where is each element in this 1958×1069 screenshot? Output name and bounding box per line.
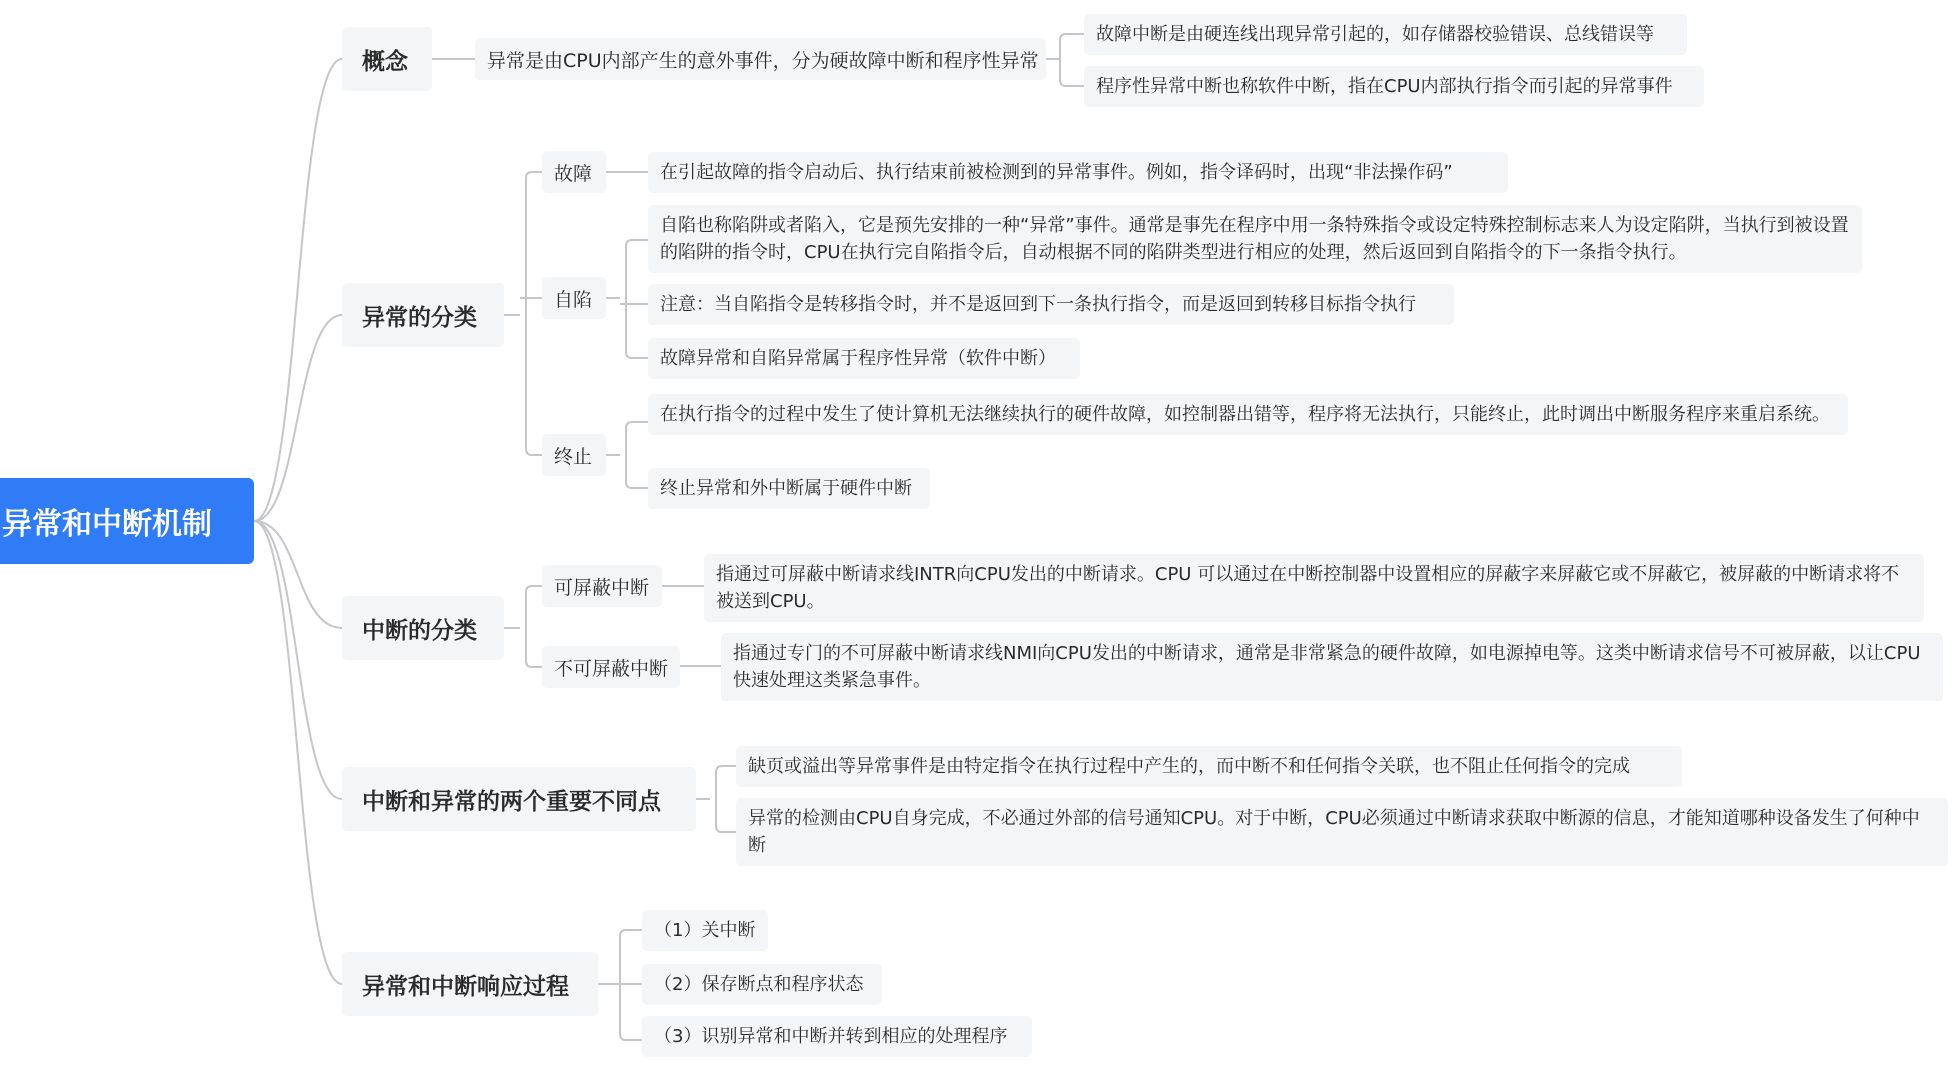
maskable-leaf-description[interactable]: 指通过可屏蔽中断请求线INTR向CPU发出的中断请求。CPU 可以通过在中断控制器中设置相应的屏蔽字来屏蔽它或不屏蔽它，被屏蔽的中断请求将不被送到CPU。 — [704, 554, 1924, 622]
concept-definition[interactable]: 异常是由CPU内部产生的意外事件，分为硬故障中断和程序性异常 — [475, 38, 1046, 80]
concept-leaf-hardware-fault[interactable]: 故障中断是由硬连线出现异常引起的，如存储器校验错误、总线错误等 — [1084, 14, 1687, 55]
branch-interrupt-types[interactable]: 中断的分类 — [342, 596, 504, 660]
exception-type-abort[interactable]: 终止 — [542, 434, 606, 476]
connector-root-exception-types — [254, 315, 342, 521]
exception-type-fault[interactable]: 故障 — [542, 151, 606, 193]
abort-leaf-description[interactable]: 在执行指令的过程中发生了使计算机无法继续执行的硬件故障，如控制器出错等，程序将无法执行，只能终止，此时调出中断服务程序来重启系统。 — [648, 394, 1848, 435]
concept-leaf-program-exception[interactable]: 程序性异常中断也称软件中断，指在CPU内部执行指令而引起的异常事件 — [1084, 66, 1704, 107]
branch-differences[interactable]: 中断和异常的两个重要不同点 — [342, 767, 696, 831]
fault-leaf-description[interactable]: 在引起故障的指令启动后、执行结束前被检测到的异常事件。例如，指令译码时，出现“非法操作码” — [648, 152, 1508, 193]
branch-concept[interactable]: 概念 — [342, 27, 432, 91]
branch-response-process[interactable]: 异常和中断响应过程 — [342, 952, 598, 1016]
connector-root-concept — [254, 59, 342, 521]
connector-interrupt-types-children — [504, 586, 542, 667]
connector-exception-types-children — [504, 172, 542, 455]
connector-concept-leaves — [1046, 34, 1084, 86]
connector-root-response — [254, 521, 342, 984]
response-step-2[interactable]: （2）保存断点和程序状态 — [642, 964, 882, 1005]
nonmaskable-leaf-description[interactable]: 指通过专门的不可屏蔽中断请求线NMI向CPU发出的中断请求，通常是非常紧急的硬件故障，如电源掉电等。这类中断请求信号不可被屏蔽，以让CPU快速处理这类紧急事件。 — [721, 633, 1943, 701]
interrupt-type-maskable[interactable]: 可屏蔽中断 — [542, 565, 662, 607]
trap-leaf-category[interactable]: 故障异常和自陷异常属于程序性异常（软件中断） — [648, 338, 1080, 379]
connector-trap-leaves — [606, 240, 648, 358]
connector-abort-leaves — [606, 422, 648, 488]
exception-type-trap[interactable]: 自陷 — [542, 277, 606, 319]
trap-leaf-note[interactable]: 注意：当自陷指令是转移指令时，并不是返回到下一条执行指令，而是返回到转移目标指令执行 — [648, 284, 1454, 325]
response-step-1[interactable]: （1）关中断 — [642, 910, 768, 951]
difference-leaf-instruction[interactable]: 缺页或溢出等异常事件是由特定指令在执行过程中产生的，而中断不和任何指令关联，也不阻止任何指令的完成 — [736, 746, 1682, 787]
abort-leaf-category[interactable]: 终止异常和外中断属于硬件中断 — [648, 468, 930, 509]
trap-leaf-description[interactable]: 自陷也称陷阱或者陷入，它是预先安排的一种“异常”事件。通常是事先在程序中用一条特殊指令或设定特殊控制标志来人为设定陷阱，当执行到被设置的陷阱的指令时，CPU在执行完自陷指令后，自动根据不同的陷阱类型进行相应的处理，然后返回到自陷指令的下一条指令执行。 — [648, 205, 1862, 273]
root-topic[interactable]: 异常和中断机制 — [0, 478, 254, 564]
connector-differences-leaves — [696, 766, 736, 832]
difference-leaf-detection[interactable]: 异常的检测由CPU自身完成，不必通过外部的信号通知CPU。对于中断，CPU必须通过中断请求获取中断源的信息，才能知道哪种设备发生了何种中断 — [736, 798, 1948, 866]
connector-response-leaves — [598, 930, 642, 1040]
response-step-3[interactable]: （3）识别异常和中断并转到相应的处理程序 — [642, 1016, 1032, 1057]
branch-exception-types[interactable]: 异常的分类 — [342, 283, 504, 347]
interrupt-type-nonmaskable[interactable]: 不可屏蔽中断 — [542, 646, 680, 688]
